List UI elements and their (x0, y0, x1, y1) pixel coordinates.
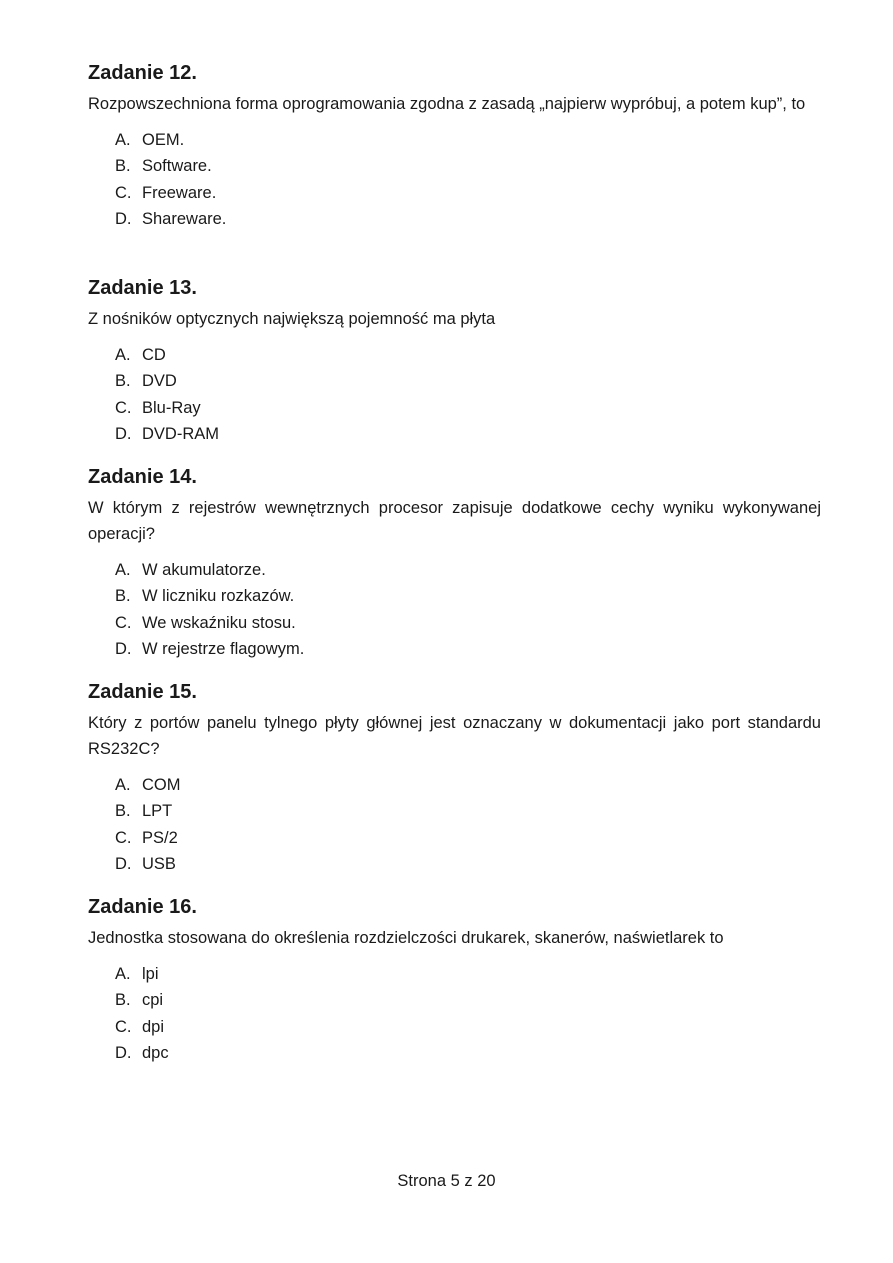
answer-option-d (115, 206, 821, 232)
answer-options (88, 961, 821, 1066)
option-text: Software. (142, 157, 212, 176)
task-title: Zadanie 15. (88, 681, 197, 703)
task-question: Rozpowszechniona forma oprogramowania zgodna z zasadą „najpierw wypróbuj, a potem kup”, to (88, 95, 806, 113)
answer-option-a (115, 557, 821, 583)
option-letter: D. (115, 424, 132, 443)
answer-option-d (115, 851, 821, 877)
task-title: Zadanie 16. (88, 896, 197, 918)
answer-option-b (115, 153, 821, 179)
option-letter: D. (115, 209, 132, 228)
answer-options (88, 127, 821, 232)
option-text: dpi (142, 1017, 165, 1036)
answer-option-c (115, 395, 821, 421)
option-letter: A. (115, 131, 131, 149)
option-letter: B. (115, 372, 131, 391)
task-15 (88, 680, 821, 877)
option-letter: D. (115, 854, 132, 873)
option-text: Freeware. (142, 183, 217, 202)
option-text: PS/2 (142, 828, 178, 847)
option-letter: C. (115, 398, 132, 417)
option-text: lpi (142, 965, 159, 983)
answer-option-c (115, 180, 821, 206)
answer-option-b (115, 987, 821, 1013)
answer-option-c (115, 825, 821, 851)
option-text: W rejestrze flagowym. (142, 639, 305, 658)
option-letter: C. (115, 828, 132, 847)
task-14 (88, 465, 821, 662)
task-title: Zadanie 12. (88, 62, 197, 84)
answer-option-b (115, 583, 821, 609)
option-letter: C. (115, 613, 132, 632)
task-question: Jednostka stosowana do określenia rozdzielczości drukarek, skanerów, naświetlarek to (88, 929, 724, 947)
option-letter: A. (115, 561, 131, 579)
answer-option-a (115, 127, 821, 153)
answer-options (88, 772, 821, 877)
option-letter: A. (115, 346, 131, 364)
task-question: Z nośników optycznych największą pojemność ma płyta (88, 310, 496, 328)
option-text: DVD (142, 372, 177, 391)
task-title: Zadanie 13. (88, 277, 197, 299)
option-text: USB (142, 854, 176, 873)
option-letter: B. (115, 587, 131, 606)
option-text: W liczniku rozkazów. (142, 587, 295, 606)
option-text: dpc (142, 1043, 169, 1062)
option-letter: C. (115, 1017, 132, 1036)
answer-option-d (115, 421, 821, 447)
answer-option-a (115, 772, 821, 798)
option-text: DVD-RAM (142, 424, 219, 443)
answer-option-b (115, 368, 821, 394)
option-letter: A. (115, 776, 131, 794)
option-text: CD (142, 346, 166, 364)
option-text: Shareware. (142, 209, 227, 228)
answer-options (88, 557, 821, 662)
option-text: We wskaźniku stosu. (142, 613, 296, 632)
task-12 (88, 61, 821, 232)
option-text: cpi (142, 991, 164, 1010)
option-text: OEM. (142, 131, 185, 149)
answer-option-c (115, 610, 821, 636)
option-letter: B. (115, 157, 131, 176)
answer-option-b (115, 798, 821, 824)
task-13 (88, 276, 821, 447)
option-letter: D. (115, 639, 132, 658)
option-letter: D. (115, 1043, 132, 1062)
answer-option-d (115, 1040, 821, 1066)
task-question: Który z portów panelu tylnego płyty głównej jest oznaczany w dokumentacji jako port standardu RS232C? (88, 714, 821, 758)
answer-option-a (115, 961, 821, 987)
option-text: LPT (142, 802, 173, 821)
option-text: Blu-Ray (142, 398, 201, 417)
task-title: Zadanie 14. (88, 466, 197, 488)
option-text: COM (142, 776, 181, 794)
task-16 (88, 895, 821, 1066)
page-number: Strona 5 z 20 (397, 1172, 496, 1190)
option-letter: B. (115, 991, 131, 1010)
option-letter: A. (115, 965, 131, 983)
answer-option-d (115, 636, 821, 662)
option-letter: B. (115, 802, 131, 821)
answer-options (88, 342, 821, 447)
page-footer (0, 1170, 893, 1192)
answer-option-c (115, 1014, 821, 1040)
option-text: W akumulatorze. (142, 561, 266, 579)
answer-option-a (115, 342, 821, 368)
option-letter: C. (115, 183, 132, 202)
task-question: W którym z rejestrów wewnętrznych procesor zapisuje dodatkowe cechy wyniku wykonywanej operacji? (88, 499, 821, 543)
